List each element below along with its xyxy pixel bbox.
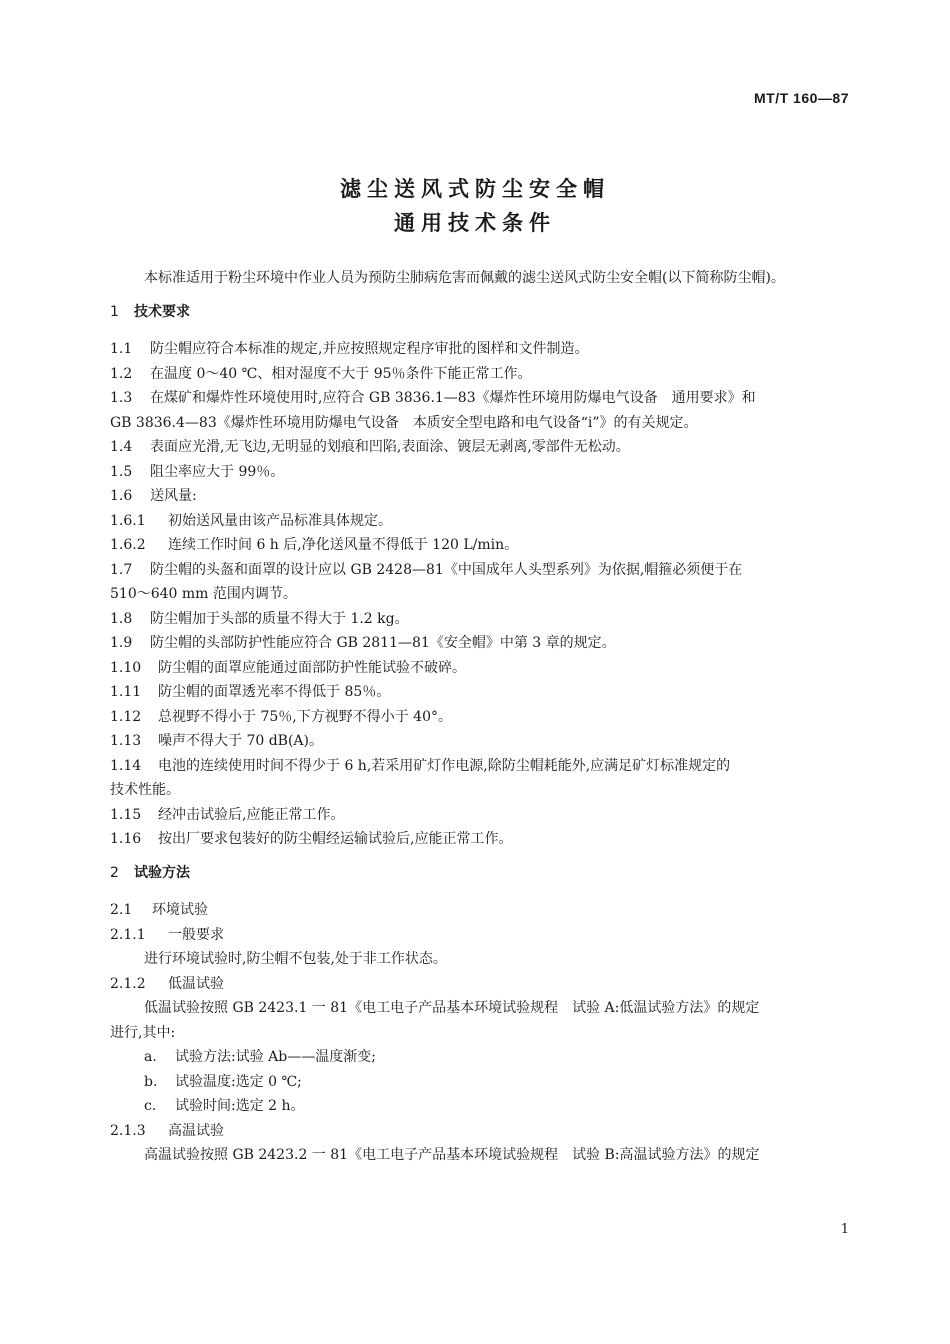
clause-1-6-2: 1.6.2 连续工作时间 6 h 后,净化送风量不得低于 120 L/min。	[110, 537, 519, 553]
clause-1-13: 1.13 噪声不得大于 70 dB(A)。	[110, 733, 323, 749]
page-number: 1	[840, 1222, 849, 1237]
clause-2-1-2: 2.1.2 低温试验	[110, 975, 224, 992]
list-item: a. 试验方法:试验 Ab——温度渐变;	[144, 1049, 376, 1065]
list-item: c. 试验时间:选定 2 h。	[144, 1098, 305, 1114]
clause-2-1-3: 2.1.3 高温试验	[110, 1122, 224, 1139]
clause-1-7: 1.7 防尘帽的头盔和面罩的设计应以 GB 2428—81《中国成年人头型系列》为依据,帽箍必须便于在	[110, 561, 743, 578]
clause-2-1-3-body: 高温试验按照 GB 2423.2 一 81《电工电子产品基本环境试验规程 试验 B:高温试验方法》的规定	[144, 1147, 760, 1163]
clause-1-2: 1.2 在温度 0～40 ℃、相对湿度不大于 95％条件下能正常工作。	[110, 365, 532, 382]
clause-1-14-cont: 技术性能。	[110, 782, 180, 798]
clause-1-15: 1.15 经冲击试验后,应能正常工作。	[110, 806, 345, 823]
document-body	[110, 266, 852, 1168]
clause-1-9: 1.9 防尘帽的头部防护性能应符合 GB 2811—81《安全帽》中第 3 章的规定。	[110, 635, 616, 651]
clause-2-1: 2.1 环境试验	[110, 902, 208, 918]
document-title-line2: 通用技术条件	[394, 211, 556, 235]
clause-1-3-cont: GB 3836.4—83《爆炸性环境用防爆电气设备 本质安全型电路和电气设备“i”》的有关规定。	[110, 414, 698, 431]
clause-1-6: 1.6 送风量:	[110, 488, 197, 504]
clause-1-3: 1.3 在煤矿和爆炸性环境使用时,应符合 GB 3836.1—83《爆炸性环境用防爆电气设备 通用要求》和	[110, 390, 756, 406]
clause-1-4: 1.4 表面应光滑,无飞边,无明显的划痕和凹陷,表面涂、镀层无剥离,零部件无松动。	[110, 439, 630, 455]
clause-1-8: 1.8 防尘帽加于头部的质量不得大于 1.2 kg。	[110, 610, 409, 627]
intro-paragraph: 本标准适用于粉尘环境中作业人员为预防尘肺病危害而佩戴的滤尘送风式防尘安全帽(以下简称防尘帽)。	[144, 270, 785, 286]
clause-1-10: 1.10 防尘帽的面罩应能通过面部防护性能试验不破碎。	[110, 659, 466, 676]
clause-1-14: 1.14 电池的连续使用时间不得少于 6 h,若采用矿灯作电源,除防尘帽耗能外,应满足矿灯标准规定的	[110, 757, 731, 774]
clause-1-12: 1.12 总视野不得小于 75％,下方视野不得小于 40°。	[110, 708, 452, 725]
clause-1-5: 1.5 阻尘率应大于 99％。	[110, 463, 285, 480]
standard-code: MT/T 160—87	[754, 90, 849, 106]
clause-1-6-1: 1.6.1 初始送风量由该产品标准具体规定。	[110, 512, 392, 529]
clause-2-1-2-body: 低温试验按照 GB 2423.1 一 81《电工电子产品基本环境试验规程 试验 A:低温试验方法》的规定	[144, 1000, 760, 1016]
clause-1-16: 1.16 按出厂要求包装好的防尘帽经运输试验后,应能正常工作。	[110, 831, 513, 847]
section-title: 技术要求	[134, 303, 190, 320]
list-item: b. 试验温度:选定 0 ℃;	[144, 1073, 302, 1090]
section-heading-1	[110, 300, 852, 325]
section-heading-2	[110, 861, 852, 886]
clause-1-11: 1.11 防尘帽的面罩透光率不得低于 85％。	[110, 684, 391, 700]
clause-1-7-cont: 510～640 mm 范围内调节。	[110, 586, 297, 602]
clause-2-1-2-body-cont: 进行,其中:	[110, 1024, 176, 1041]
document-title-line1: 滤尘送风式防尘安全帽	[340, 177, 610, 201]
section-number: 2	[110, 864, 119, 881]
section-title: 试验方法	[134, 864, 190, 881]
clause-1-1: 1.1 防尘帽应符合本标准的规定,并应按照规定程序审批的图样和文件制造。	[110, 341, 589, 357]
clause-2-1-1-body: 进行环境试验时,防尘帽不包装,处于非工作状态。	[144, 951, 447, 967]
section-number: 1	[110, 303, 119, 320]
clause-2-1-1: 2.1.1 一般要求	[110, 926, 224, 943]
